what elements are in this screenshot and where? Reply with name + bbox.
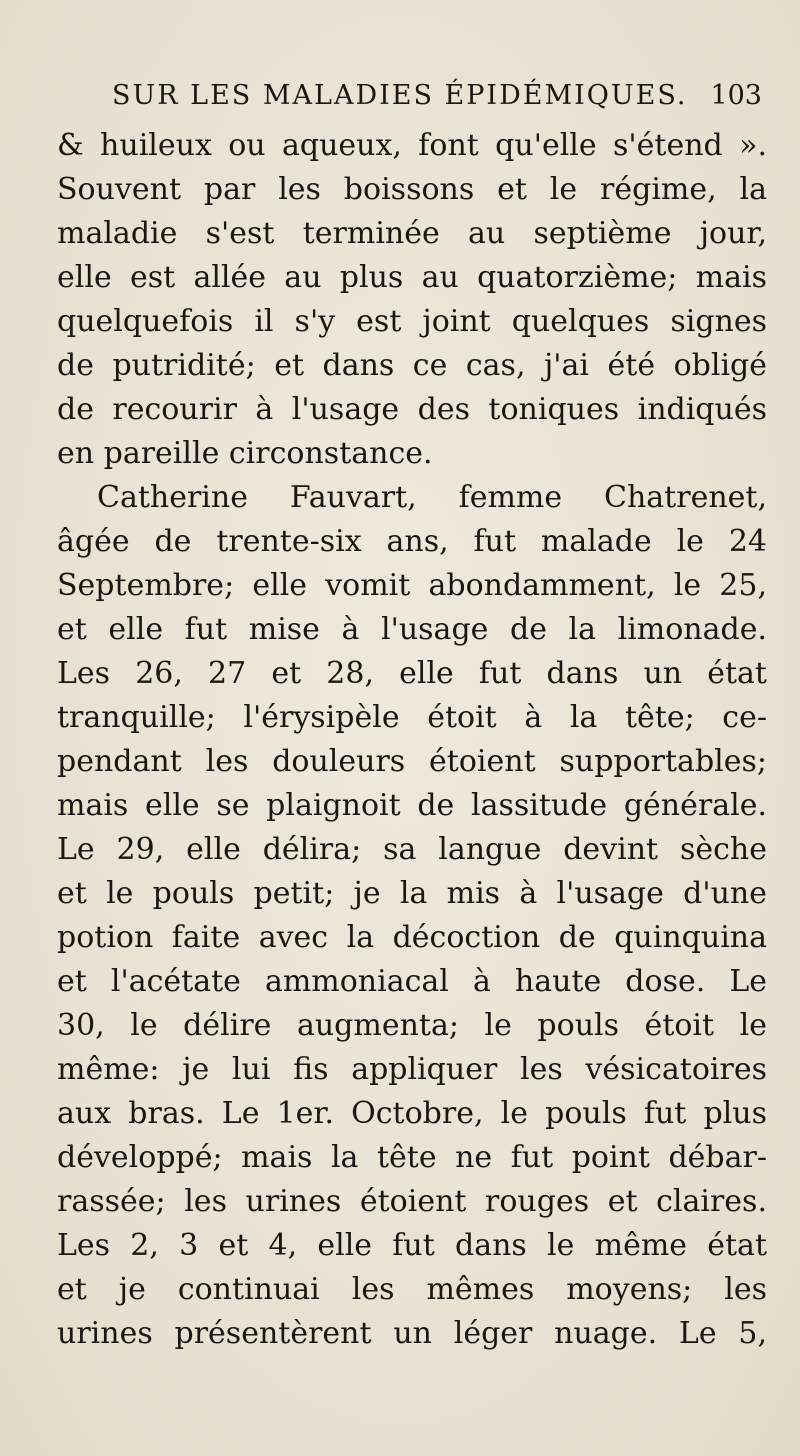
text-line: développé; mais la tête ne fut point débar- <box>57 1140 767 1175</box>
text-line: Catherine Fauvart, femme Chatrenet, <box>97 480 767 515</box>
text-line: en pareille circonstance. <box>57 436 433 471</box>
text-line: 30, le délire augmenta; le pouls étoit le <box>57 1008 767 1043</box>
text-line: mais elle se plaignoit de lassitude générale. <box>57 788 767 823</box>
text-line: & huileux ou aqueux, font qu'elle s'étend ». <box>57 128 767 163</box>
text-line: tranquille; l'érysipèle étoit à la tête; ce- <box>57 700 767 735</box>
text-line: Souvent par les boissons et le régime, la <box>57 172 767 207</box>
body-text <box>57 124 767 1356</box>
text-line: urines présentèrent un léger nuage. Le 5, <box>57 1316 767 1351</box>
text-line: et je continuai les mêmes moyens; les <box>57 1272 767 1307</box>
text-line: et elle fut mise à l'usage de la limonade. <box>57 612 767 647</box>
running-head <box>112 80 762 120</box>
text-line: elle est allée au plus au quatorzième; mais <box>57 260 767 295</box>
text-line: aux bras. Le 1er. Octobre, le pouls fut plus <box>57 1096 767 1131</box>
text-line: quelquefois il s'y est joint quelques signes <box>57 304 767 339</box>
text-line: Les 26, 27 et 28, elle fut dans un état <box>57 656 767 691</box>
text-line: et le pouls petit; je la mis à l'usage d'une <box>57 876 767 911</box>
text-line: même: je lui fis appliquer les vésicatoires <box>57 1052 767 1087</box>
text-line: de recourir à l'usage des toniques indiqués <box>57 392 767 427</box>
text-line: âgée de trente-six ans, fut malade le 24 <box>57 524 767 559</box>
page-number: 103 <box>710 80 762 111</box>
text-line: Septembre; elle vomit abondamment, le 25, <box>57 568 767 603</box>
text-line: rassée; les urines étoient rouges et claires. <box>57 1184 767 1219</box>
text-line: pendant les douleurs étoient supportables; <box>57 744 767 779</box>
text-line: potion faite avec la décoction de quinquina <box>57 920 767 955</box>
text-line: Les 2, 3 et 4, elle fut dans le même état <box>57 1228 767 1263</box>
text-line: et l'acétate ammoniacal à haute dose. Le <box>57 964 767 999</box>
text-line: maladie s'est terminée au septième jour, <box>57 216 767 251</box>
text-line: Le 29, elle délira; sa langue devint sèche <box>57 832 767 867</box>
running-head-title: SUR LES MALADIES ÉPIDÉMIQUES. <box>112 80 688 111</box>
text-line: de putridité; et dans ce cas, j'ai été obligé <box>57 348 767 383</box>
